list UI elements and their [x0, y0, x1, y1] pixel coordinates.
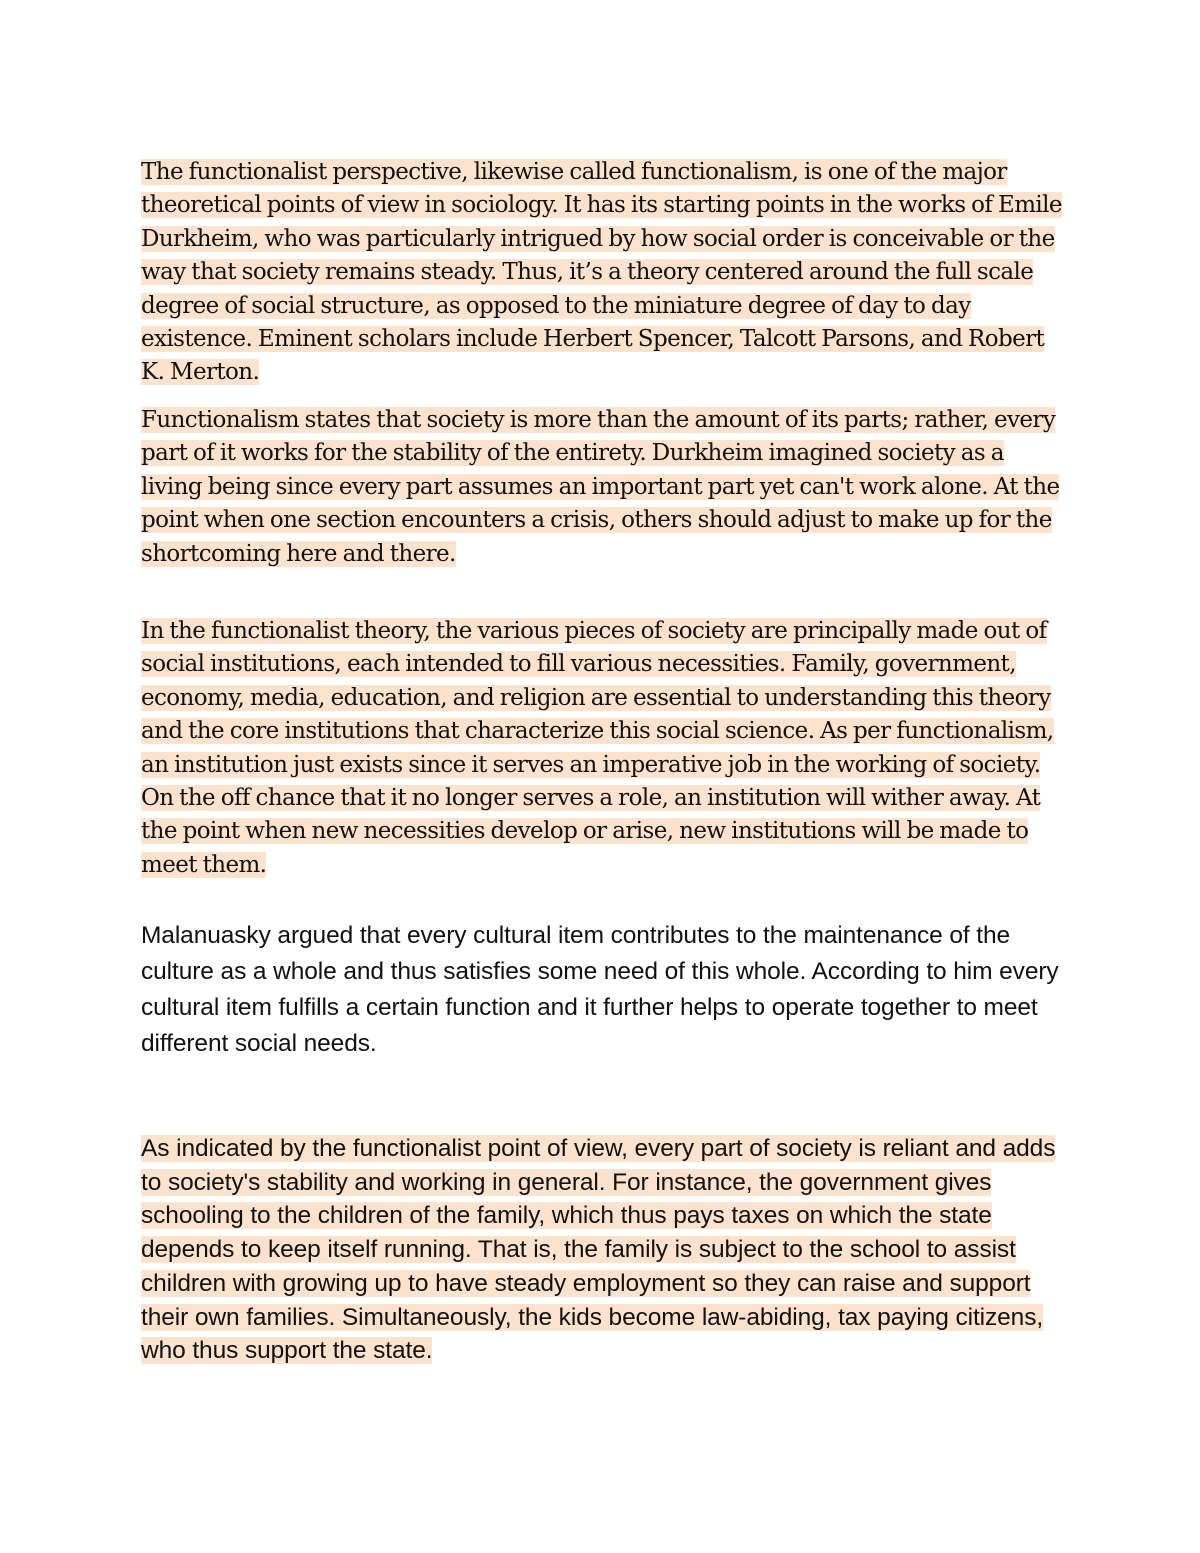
paragraph-malanuasky: [141, 918, 1066, 1062]
paragraph-text: Malanuasky argued that every cultural item contributes to the maintenance of the culture as a whole and thus satisfies some need of this whole. According to him every cultural item fulfills a certain function and it further helps to operate together to meet different social needs.: [141, 922, 1059, 1057]
paragraph-functionalist-perspective: [141, 156, 1066, 390]
paragraph-text: As indicated by the functionalist point of view, every part of society is reliant and adds to society's stability and working in general. For instance, the government gives schooling to the children of the family, which thus pays taxes on which the state depends to keep itself running. That is, the family is subject to the school to assist children with growing up to have steady employment so they can raise and support their own families. Simultaneously, the kids become law-abiding, tax paying citizens, who thus support the state.: [141, 1135, 1056, 1365]
paragraph-functionalism-states: [141, 404, 1066, 571]
paragraph-text: In the functionalist theory, the various pieces of society are principally made out of social institutions, each intended to fill various necessities. Family, government, economy, media, education, and religion are essential to understanding this theory and the core institutions that characterize this social science. As per functionalism, an institution just exists since it serves an imperative job in the working of society. On the off chance that it no longer serves a role, an institution will wither away. At the point when new necessities develop or arise, new institutions will be made to meet them.: [141, 618, 1054, 878]
paragraph-functionalist-point-of-view: [141, 1132, 1066, 1368]
paragraph-text: Functionalism states that society is more than the amount of its parts; rather, every part of it works for the stability of the entirety. Durkheim imagined society as a living being since every part assumes an important part yet can't work alone. At the point when one section encounters a crisis, others should adjust to make up for the shortcoming here and there.: [141, 407, 1060, 567]
paragraph-functionalist-theory: [141, 615, 1066, 882]
paragraph-text: The functionalist perspective, likewise called functionalism, is one of the major theoretical points of view in sociology. It has its starting points in the works of Emile Durkheim, who was particularly intrigued by how social order is conceivable or the way that society remains steady. Thus, it’s a theory centered around the full scale degree of social structure, as opposed to the miniature degree of day to day existence. Eminent scholars include Herbert Spencer, Talcott Parsons, and Robert K. Merton.: [141, 159, 1062, 386]
